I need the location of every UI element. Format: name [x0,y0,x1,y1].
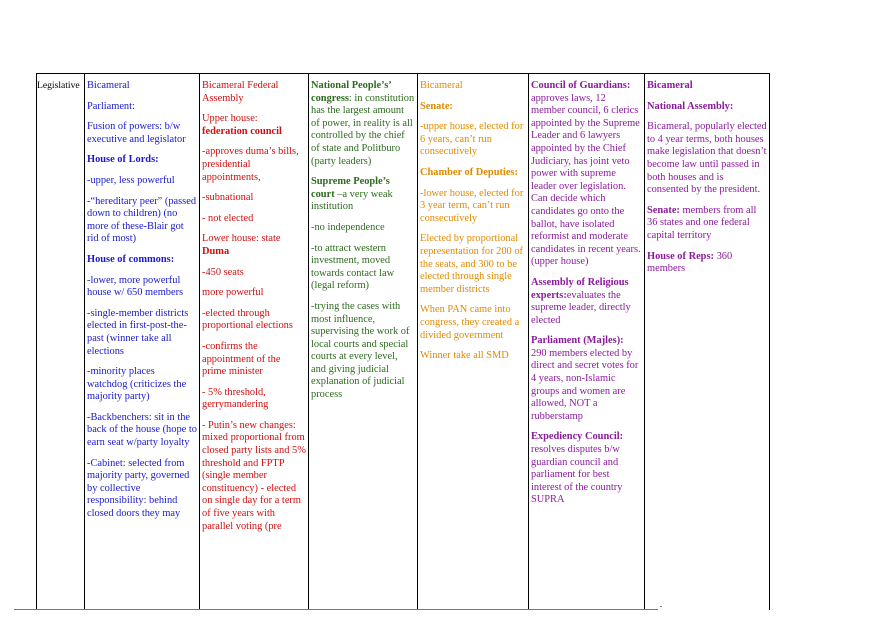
uk-single-member-districts: -single-member districts elected in first-post-the-past (winner take all elections [87,307,189,357]
russia-upper-house [202,113,306,138]
china-trying-cases: -trying the cases with most influence, supervising the work of local courts and special courts at every level, and giving judicial explanation of judicial process [311,300,410,401]
russia-more-powerful: more powerful [202,287,264,299]
iran-guardians-heading: Council of Guardians: [531,80,631,91]
russia-confirms-pm: -confirms the appointment of the prime minister [202,340,281,378]
russia-450-seats: -450 seats [202,266,244,278]
iran-expediency [531,431,642,507]
nigeria-bicameral: Bicameral [647,80,693,91]
russia-putin-changes: - Putin’s new changes: mixed proportional from closed party lists and 5% threshold and FPTP (single member constituency) - elected on single day for a term of five years with parallel voting (pre [202,419,306,532]
uk-lords-heading: House of Lords: [87,154,159,166]
mexico-winner-take-all: Winner take all SMD [420,350,509,362]
russia-not-elected: - not elected [202,212,254,224]
uk-cabinet: -Cabinet: selected from majority party, governed by collective responsibility: behind closed doors they may [87,457,190,520]
nigeria-na-heading: National Assembly: [647,100,734,112]
mexico-deputies-heading: Chamber of Deputies: [420,166,518,178]
russia-threshold: - 5% threshold, gerrymandering [202,386,269,411]
china-legislature-cell [309,78,417,608]
iran-guardians-text: approves laws, 12 member council, 6 clerics appointed by the Supreme Leader and 6 lawyers appointed by the Chief Judiciary, has joint veto power with supreme leader over legislation. Can decide which candidates go onto the ballot, have isolated reformist and moderate candidates in recent years. (upper house) [531,92,641,268]
russia-upper-name: federation council [202,125,282,137]
uk-commons-lower: -lower, more powerful house w/ 650 members [87,274,184,299]
iran-assembly-heading: Assembly of Religious experts: [531,276,629,301]
china-spc-text: –a very weak institution [311,188,393,213]
china-npc-name: National People’s’ congress [311,80,391,104]
nigeria-senate-label: Senate: [647,204,680,216]
mexico-deputies-text: -lower house, elected for 3 year term, can’t run consecutively [420,187,524,224]
russia-approves-bills: -approves duma’s bills, presidential appointments, [202,146,299,183]
uk-bicameral: Bicameral [87,80,130,91]
nigeria-senate-text: members from all 36 states and one federal capital territory [647,204,757,241]
iran-expediency-text: resolves disputes b/w guardian council and parliament for best interest of the country SUPRA [531,444,623,506]
uk-parliament: Parliament: [87,100,135,112]
iran-majles [531,335,642,423]
iran-majles-heading: Parliament (Majles): [531,335,624,347]
uk-fusion-of-powers: Fusion of powers: b/w executive and legislator [87,121,186,145]
iran-legislature-cell [529,78,644,608]
china-npc [311,80,415,168]
russia-subnational: -subnational [202,192,254,204]
russia-legislature-cell [200,78,308,608]
russia-proportional-elections: -elected through proportional elections [202,307,293,332]
nigeria-senate [647,205,767,243]
russia-upper-label: Upper house: [202,113,258,125]
iran-assembly [531,277,642,327]
mexico-legislature-cell [418,78,528,608]
russia-lower-label: Lower house: state [202,233,281,245]
china-no-independence: -no independence [311,221,385,233]
uk-lords-upper: -upper, less powerful [87,174,175,186]
uk-backbenchers: -Backbenchers: sit in the back of the house (hope to earn seat w/party loyalty [87,411,197,449]
china-western-investment: -to attract western investment, moved towards contact law (legal reform) [311,242,395,292]
uk-hereditary-peer: -“hereditary peer” (passed down to children) (no more of these-Blair got rid of most) [87,195,197,245]
mexico-senate-heading: Senate: [420,100,453,112]
table-top-border [36,73,769,74]
iran-assembly-text: evaluates the supreme leader, directly elected [531,289,631,326]
column-divider [769,73,770,610]
nigeria-na-text: Bicameral, popularly elected to 4 year terms, both houses make legislation that doesn’t become law until passed in both houses and is consented by the president. [647,121,767,196]
nigeria-legislature-cell [645,78,769,608]
russia-lower-house [202,233,306,258]
nigeria-reps [647,251,767,276]
mexico-senate-text: -upper house, elected for 6 years, can’t run consecutively [420,121,524,158]
china-npc-text: : in constitution has the largest amount of power, in reality is all controlled by the chief of state and Politburo (party leaders) [311,92,415,167]
mexico-proportional-representation: Elected by proportional representation for 200 of the seats, and 300 to be elected through single member districts [420,233,524,295]
uk-legislature-cell [85,78,199,608]
mexico-divided-government: When PAN came into congress, they created a divided government [420,304,520,341]
nigeria-reps-text: 360 members [647,250,733,275]
mexico-bicameral: Bicameral [420,80,463,91]
china-spc-name: Supreme People’s court [311,176,390,200]
russia-lower-name: Duma [202,245,230,257]
iran-guardians [531,80,642,269]
nigeria-reps-label: House of Reps: [647,250,714,262]
iran-expediency-heading: Expediency Council: [531,431,624,443]
uk-commons-heading: House of commons: [87,253,175,265]
china-spc [311,176,415,214]
row-label-legislative [36,78,84,608]
russia-federal-assembly: Bicameral Federal Assembly [202,80,279,104]
page-bottom-rule [14,609,658,610]
iran-majles-text: 290 members elected by direct and secret votes for 4 years, non-Islamic groups and women are allowed, NOT a rubberstamp [531,347,639,422]
uk-minority-watchdog: -minority places watchdog (criticizes the majority party) [87,366,187,403]
row-label-text: Legislative [37,80,80,91]
